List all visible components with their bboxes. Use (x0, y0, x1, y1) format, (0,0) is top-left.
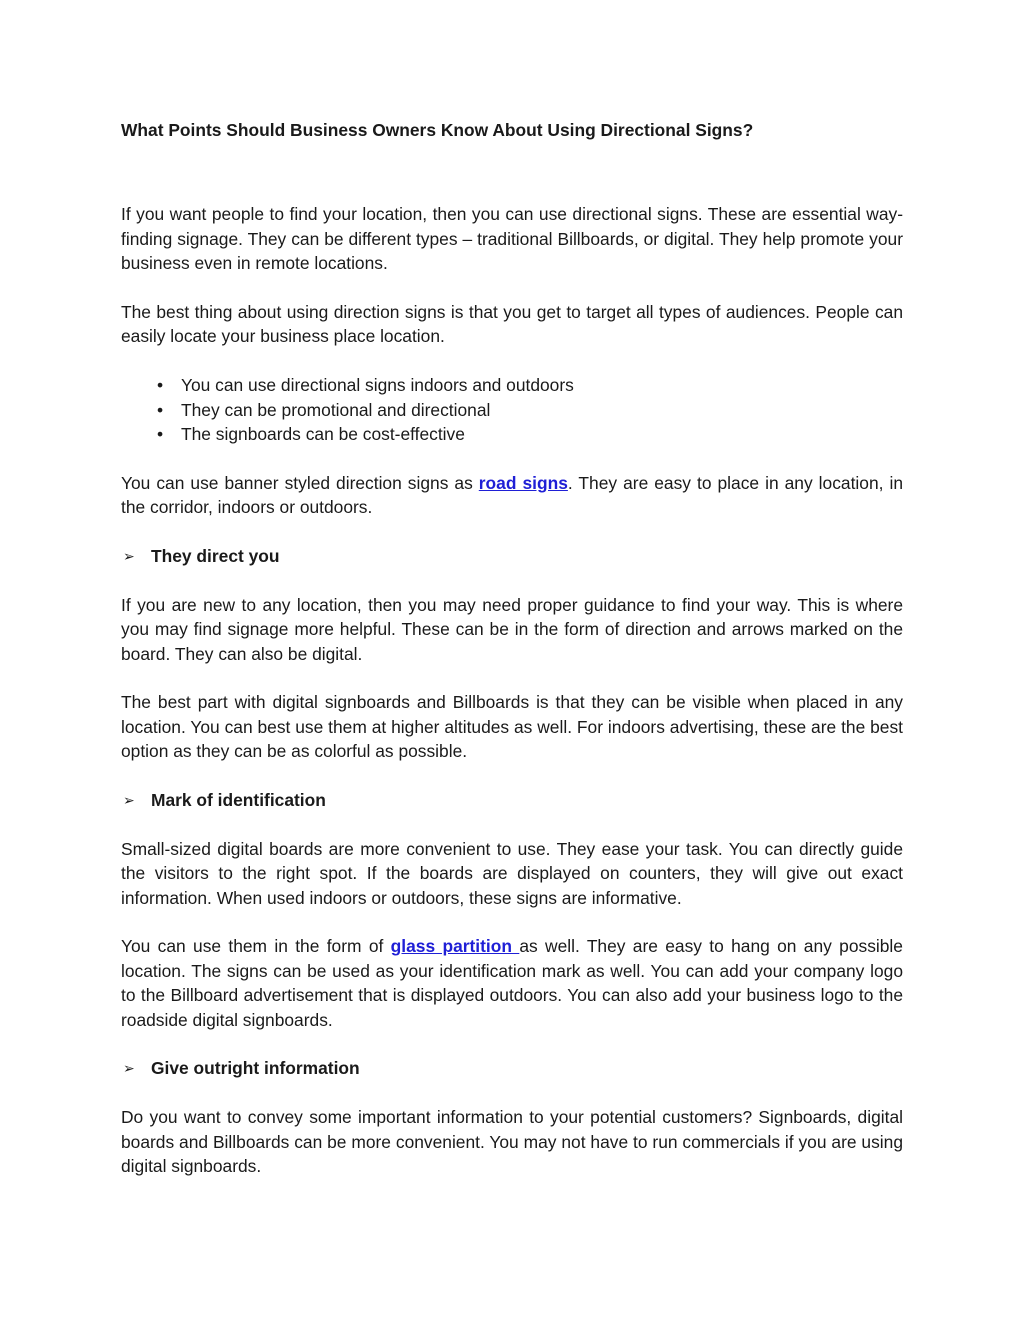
paragraph-road-signs (121, 471, 903, 520)
paragraph-digital-signboards: The best part with digital signboards and Billboards is that they can be visible when placed in any location. You can best use them at higher altitudes as well. For indoors advertising, these are the best option as they can be as colorful as possible. (121, 692, 903, 762)
list-item (121, 398, 903, 422)
bullet-icon: • (157, 399, 164, 420)
section-heading-information (121, 1056, 903, 1080)
paragraph-glass-partition (121, 934, 903, 1032)
list-item (121, 373, 903, 397)
paragraph-convey-information: Do you want to convey some important information to your potential customers? Signboards, digital boards and Billboards can be more convenient. You may not have to run commercials if you are using digital signboards. (121, 1107, 903, 1177)
bullet-list (121, 373, 903, 446)
section-heading-text: They direct you (151, 546, 280, 567)
bullet-icon: • (157, 375, 164, 396)
road-signs-link[interactable]: road signs (478, 472, 568, 493)
list-item-text: They can be promotional and directional (181, 399, 491, 420)
section-heading-text: Give outright information (151, 1058, 360, 1079)
spacer (121, 812, 903, 836)
document-title: What Points Should Business Owners Know About Using Directional Signs? (121, 120, 754, 140)
spacer (121, 446, 903, 470)
glass-partition-link[interactable]: glass partition (390, 936, 520, 957)
arrow-bullet-icon: ➢ (123, 548, 135, 565)
section-heading-identification (121, 788, 903, 812)
spacer (121, 764, 903, 788)
list-item-text: You can use directional signs indoors and outdoors (181, 375, 574, 396)
spacer (121, 666, 903, 690)
spacer (121, 1081, 903, 1105)
paragraph-text: as well. They are easy to hang on any possible location. The signs can be used as your identification mark as well. You can add your company logo to the Billboard advertisement that is displayed outdoors. You can also add your business logo to the roadside digital signboards. (121, 936, 903, 1030)
spacer (121, 568, 903, 592)
arrow-bullet-icon: ➢ (123, 1060, 135, 1077)
paragraph-text: . They are easy to place in any location, in the corridor, indoors or outdoors. (121, 472, 903, 518)
spacer (121, 142, 903, 202)
paragraph-small-boards: Small-sized digital boards are more convenient to use. They ease your task. You can directly guide the visitors to the right spot. If the boards are displayed on counters, they will give out exact information. When used indoors or outdoors, these signs are informative. (121, 838, 903, 908)
spacer (121, 276, 903, 300)
paragraph-intro: If you want people to find your location, then you can use directional signs. These are essential way-finding signage. They can be different types – traditional Billboards, or digital. They help promote your business even in remote locations. (121, 204, 903, 274)
paragraph-new-location: If you are new to any location, then you may need proper guidance to find your way. This is where you may find signage more helpful. These can be in the form of direction and arrows marked on the board. They can also be digital. (121, 594, 903, 664)
spacer (121, 910, 903, 934)
bullet-icon: • (157, 424, 164, 445)
paragraph-text: You can use them in the form of (121, 936, 391, 957)
list-item (121, 422, 903, 446)
spacer (121, 349, 903, 373)
spacer (121, 520, 903, 544)
spacer (121, 1032, 903, 1056)
section-heading-text: Mark of identification (151, 790, 326, 811)
paragraph-audiences: The best thing about using direction signs is that you get to target all types of audiences. People can easily locate your business place location. (121, 302, 903, 347)
section-heading-direct (121, 544, 903, 568)
paragraph-text: You can use banner styled direction signs as (121, 472, 479, 493)
document-page (121, 118, 903, 1178)
arrow-bullet-icon: ➢ (123, 792, 135, 809)
list-item-text: The signboards can be cost-effective (181, 424, 465, 445)
